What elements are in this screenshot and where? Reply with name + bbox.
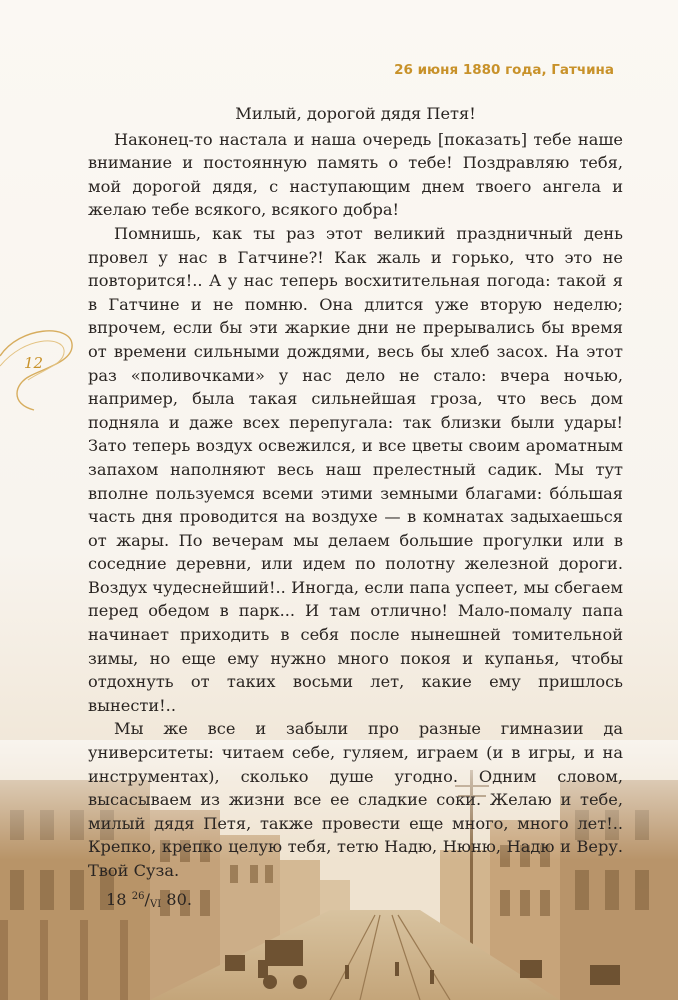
letter-salutation: Милый, дорогой дядя Петя! [235,104,476,123]
page-number: 12 [24,354,44,372]
letter-paragraph-2: Помнишь, как ты раз этот великий праздничный день провел у нас в Гатчине?! Как жаль и горько, что это не повторится!.. А у нас теперь восхитительная погода: такой я в Гатчине и не помню. Она длится уже вторую неделю; впрочем, если бы эти жаркие дни не прерывались бы время от времени сильными дождями, весь бы хлеб засох. На этот раз «поливочками» у нас дело не стало: вчера ночью, например, была такая сильнейшая гроза, что весь дом подняла и даже всех перепугала: так близки были удары! Зато теперь воздух освежился, и все цветы своим ароматным запахом наполняют весь наш прелестный садик. Мы тут вполне пользуемся всеми этими земными благами: бóльшая часть дня проводится на воздухе — в комнатах задыхаешься от жары. По вечерам мы делаем большие прогулки или в соседние деревни, или идем по полотну железной дороги. Воздух чудеснейший!.. Иногда, если папа успеет, мы сбегаем перед обедом в парк... И там отлично! Мало-помалу папа начинает приходить в себя после нынешней томительной зимы, но еще ему нужно много покоя и купанья, чтобы отдохнуть от таких восьми лет, какие ему пришлось вынести!.. [88,223,623,715]
closing-date-day: 26 [131,890,145,902]
letter-body [88,102,623,916]
letter-paragraph-3: Мы же все и забыли про разные гимназии да университеты: читаем себе, гуляем, играем (и в игры, и на инструментах), сколько душе угодно. Одним словом, высасываем из жизни все ее сладкие соки. Желаю и тебе, милый дядя Петя, также провести еще много, много лет!.. Крепко, крепко целую тебя, тетю Надю, Нюню, Надю и Веру. Твой Суза. [88,719,623,880]
closing-date-prefix: 18 [106,889,127,909]
closing-date-year: 80. [166,889,193,909]
letter-paragraph-1: Наконец-то настала и наша очередь [показать] тебе наше внимание и постоянную память о тебе! Поздравляю тебя, мой дорогой дядя, с наступающим днем твоего ангела и желаю тебе всякого, всякого добра! [88,129,623,220]
letter-date-header: 26 июня 1880 года, Гатчина [394,62,614,78]
closing-date-month: VI [149,898,162,910]
letter-closing-date: 18 $^{26}$/VI 80. [106,889,193,910]
